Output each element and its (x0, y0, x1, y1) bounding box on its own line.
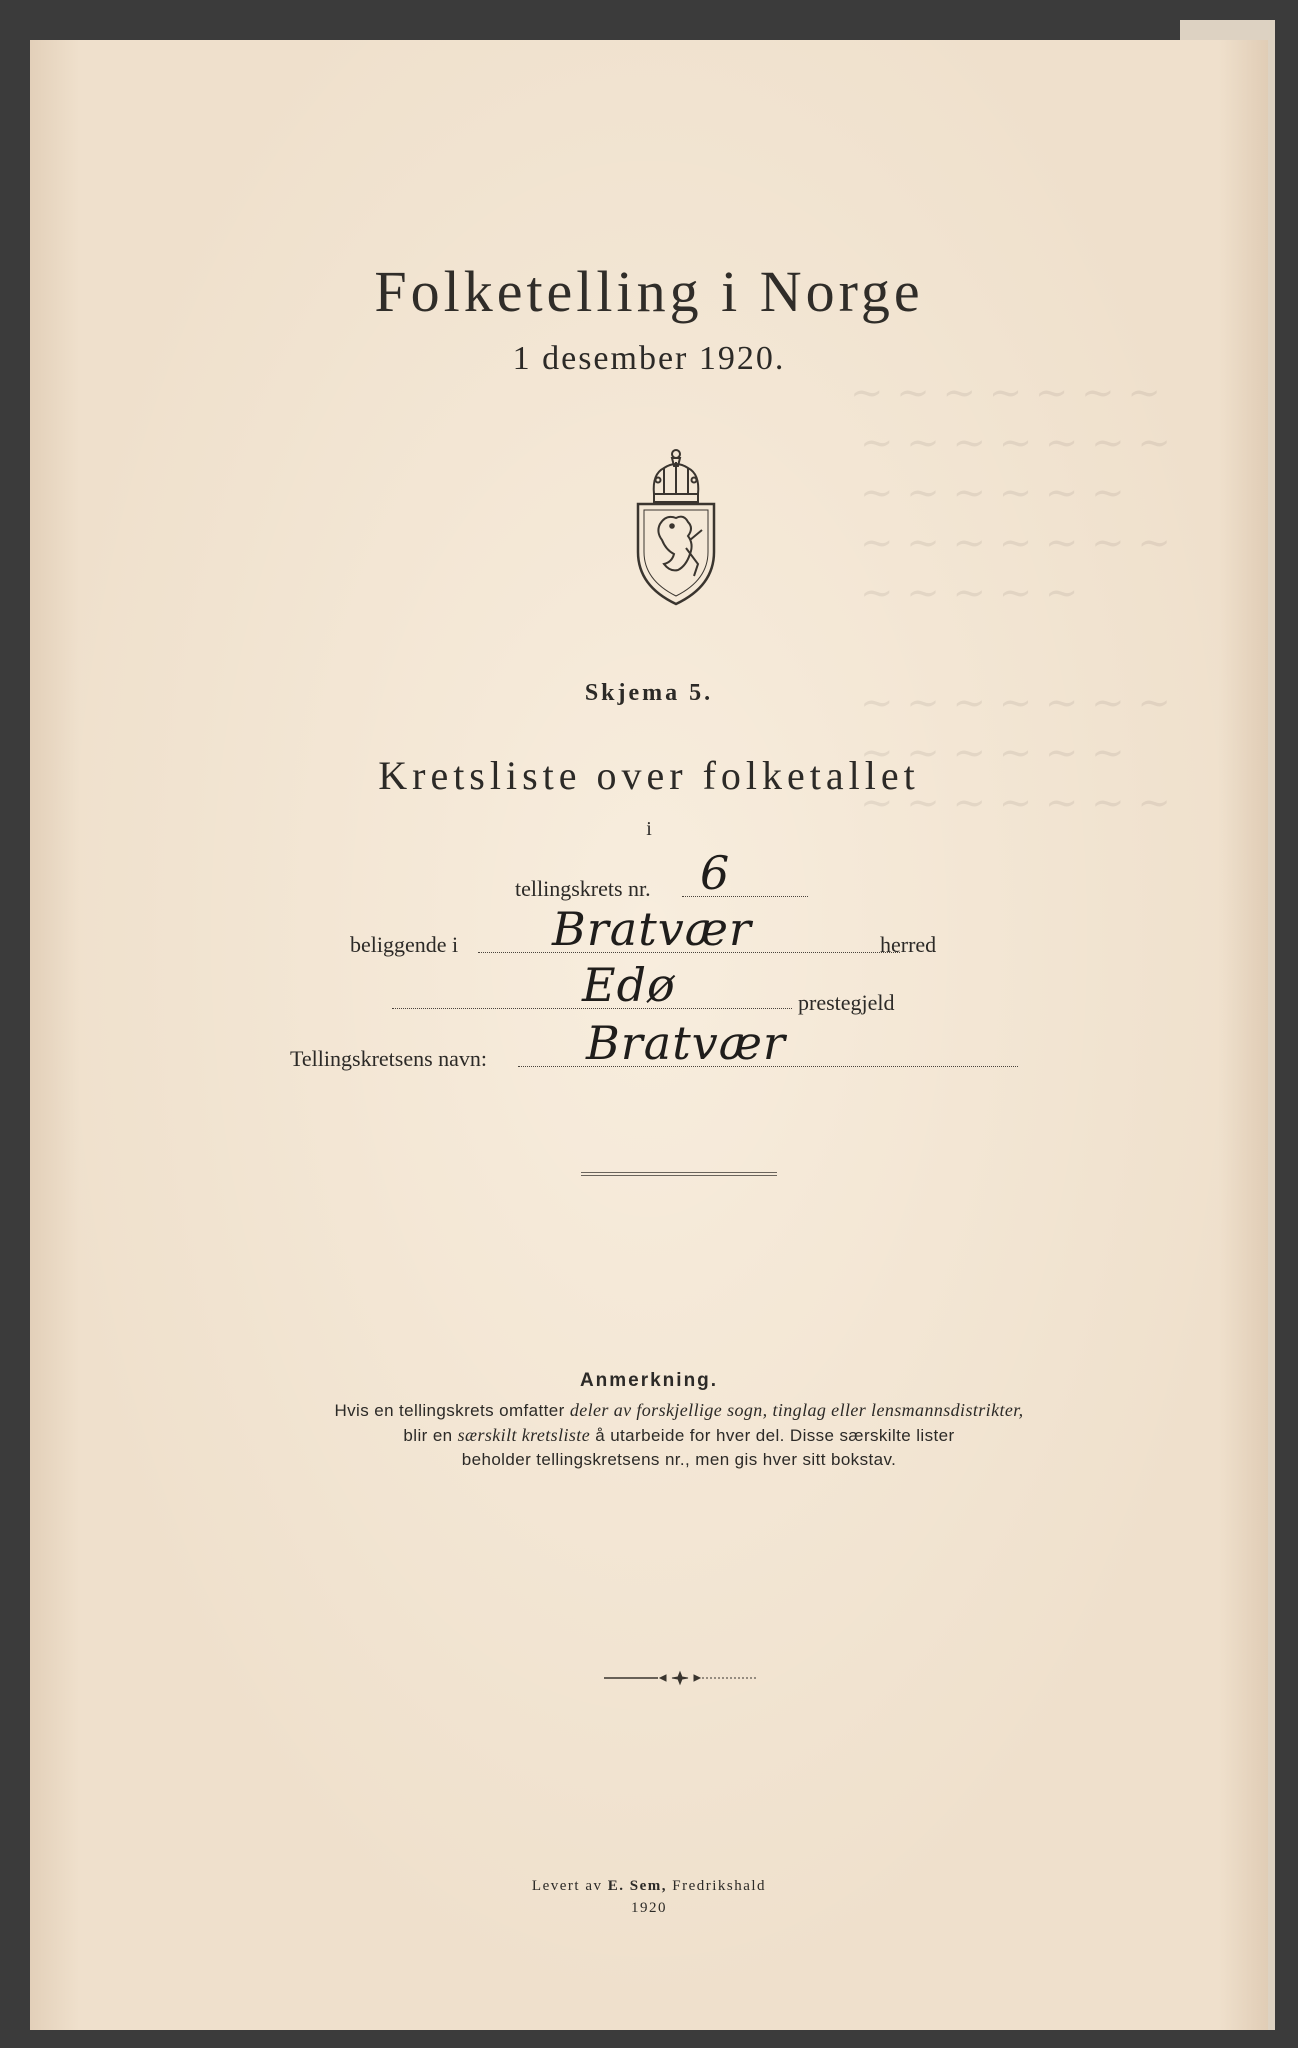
herred-label: herred (880, 932, 937, 957)
bleed-through-mark: ~ ~ ~ ~ ~ ~ ~ (860, 420, 1171, 466)
note-line-1-text: Hvis en tellingskrets omfatter (334, 1401, 570, 1420)
schema-number: Skjema 5. (584, 680, 714, 706)
printer-location: Fredrikshald (666, 1878, 767, 1894)
note-line-2-text: blir en (403, 1426, 458, 1445)
census-form-page (30, 40, 1268, 2030)
bleed-through-mark: ~ ~ ~ ~ ~ ~ ~ (860, 780, 1171, 826)
note-line-1 (230, 1398, 1128, 1423)
navn-label: Tellingskretsens navn: (290, 1046, 488, 1071)
bleed-through-mark: ~ ~ ~ ~ ~ ~ ~ (860, 520, 1171, 566)
printer-name: E. Sem, (607, 1878, 667, 1894)
decorative-divider-icon (600, 1670, 760, 1686)
norwegian-coat-of-arms-icon (628, 440, 724, 608)
note-line-2 (230, 1423, 1128, 1448)
document-date: 1 desember 1920. (512, 340, 786, 377)
bleed-through-mark: ~ ~ ~ ~ ~ ~ ~ (850, 370, 1161, 416)
bleed-through-mark: ~ ~ ~ ~ ~ (860, 570, 1079, 616)
note-line-3: beholder tellingskretsens nr., men gis hver sitt bokstav. (461, 1450, 897, 1469)
tellingskrets-label: tellingskrets nr. (515, 876, 651, 901)
note-line-2-rest: å utarbeide for hver del. Disse særskilte lister (590, 1426, 955, 1445)
tellingskrets-value: 6 (700, 846, 731, 900)
printer-imprint-prefix: Levert av (531, 1878, 608, 1894)
bleed-through-mark: ~ ~ ~ ~ ~ ~ (860, 730, 1125, 776)
prestegjeld-value: Edø (582, 958, 676, 1012)
section-divider (581, 1172, 777, 1176)
prestegjeld-label: prestegjeld (798, 990, 895, 1015)
bleed-through-mark: ~ ~ ~ ~ ~ ~ (860, 470, 1125, 516)
beliggende-label: beliggende i (350, 932, 459, 957)
bleed-through-mark: ~ ~ ~ ~ ~ ~ ~ (860, 680, 1171, 726)
form-heading: Kretsliste over folketallet (378, 753, 920, 798)
navn-value: Bratvær (586, 1016, 786, 1070)
printer-year: 1920 (631, 1900, 667, 1916)
note-title: Anmerkning. (579, 1370, 719, 1391)
note-line-1-italic: deler av forskjellige sogn, tinglag eller lensmannsdistrikter, (569, 1400, 1024, 1420)
note-line-2-italic: særskilt kretsliste (457, 1425, 591, 1445)
beliggende-value: Bratvær (552, 902, 752, 956)
preposition-label: i (646, 818, 652, 840)
note-body (230, 1398, 1128, 1472)
document-title: Folketelling i Norge (374, 259, 924, 324)
printer-imprint (30, 1878, 1268, 1895)
